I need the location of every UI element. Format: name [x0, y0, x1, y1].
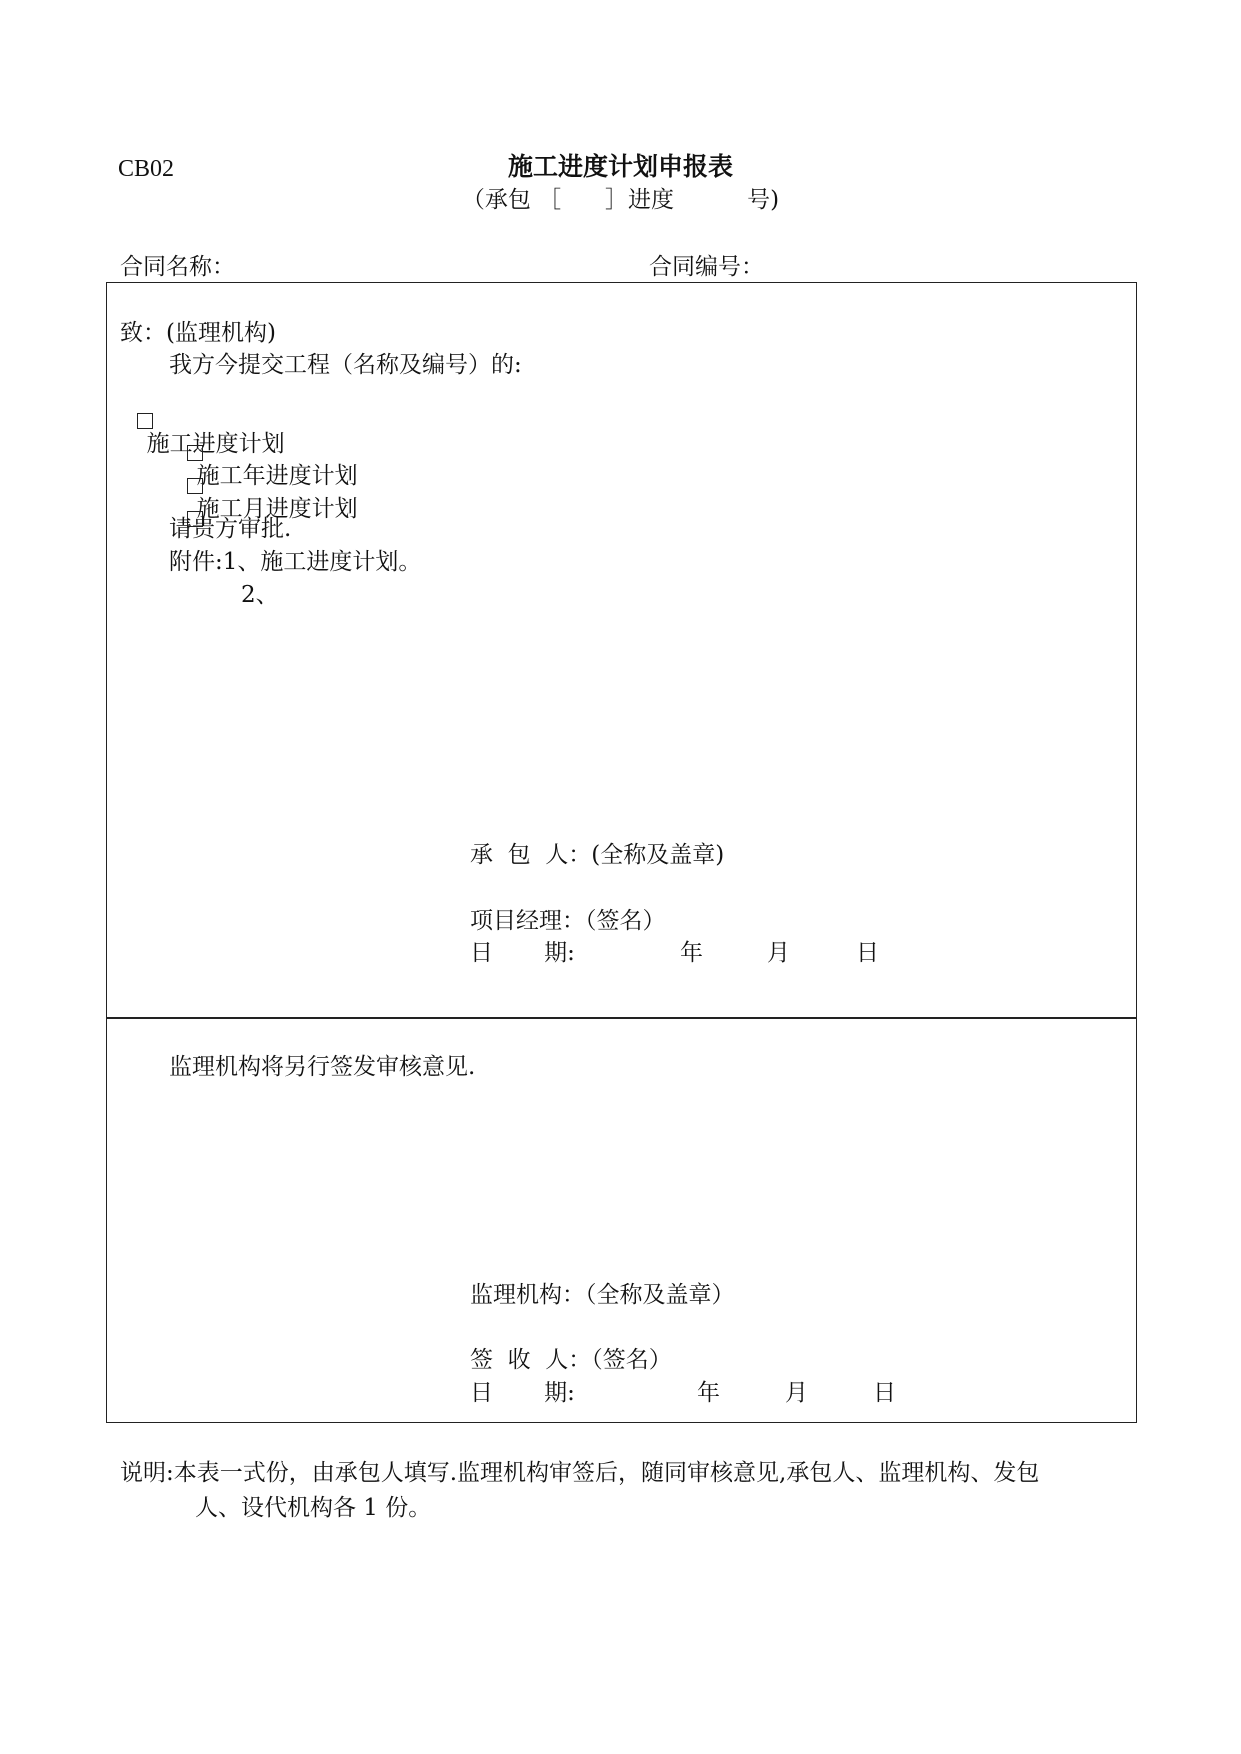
request-text: 请贵方审批. — [169, 516, 292, 542]
date-day-lower: 日 — [873, 1380, 896, 1406]
date-year: 年 — [680, 940, 703, 966]
date-month: 月 — [767, 940, 790, 966]
footer-note-line2: 人、设代机构各 1 份。 — [195, 1495, 432, 1521]
page-title: 施工进度计划申报表 — [507, 152, 733, 181]
contract-name-label: 合同名称： — [120, 254, 235, 280]
supervision-statement: 监理机构将另行签发审核意见. — [169, 1054, 476, 1080]
contract-no-label: 合同编号： — [649, 254, 764, 280]
date-label-lower: 日 期: — [470, 1380, 575, 1406]
date-day: 日 — [856, 940, 879, 966]
section-divider — [106, 1017, 1137, 1019]
option-main-label: 施工进度计划 — [146, 431, 285, 457]
date-label: 日 期: — [470, 940, 575, 966]
contractor-label: 承 包 人：(全称及盖章) — [470, 842, 725, 868]
option-year-label: 施工年进度计划 — [196, 463, 358, 489]
to-line: 致：(监理机构) — [120, 320, 276, 346]
checkbox-icon[interactable] — [137, 413, 153, 429]
supervisor-label: 监理机构：（全称及盖章） — [470, 1282, 735, 1308]
footer-note-line1: 说明:本表一式份，由承包人填写.监理机构审签后，随同审核意见,承包人、监理机构、发包 — [120, 1460, 1040, 1486]
attachment-1: 附件:1、施工进度计划。 — [169, 549, 422, 575]
receiver-label: 签 收 人：（签名） — [470, 1347, 672, 1373]
option-month-label: 施工月进度计划 — [196, 496, 358, 522]
intro-text: 我方今提交工程（名称及编号）的: — [169, 352, 522, 378]
manager-label: 项目经理：（签名） — [470, 908, 666, 934]
form-code: CB02 — [118, 156, 175, 182]
date-year-lower: 年 — [697, 1380, 720, 1406]
attachment-2: 2、 — [241, 582, 279, 608]
date-month-lower: 月 — [785, 1380, 808, 1406]
page-subtitle: （承包 ［ ］进度 号) — [461, 187, 780, 213]
